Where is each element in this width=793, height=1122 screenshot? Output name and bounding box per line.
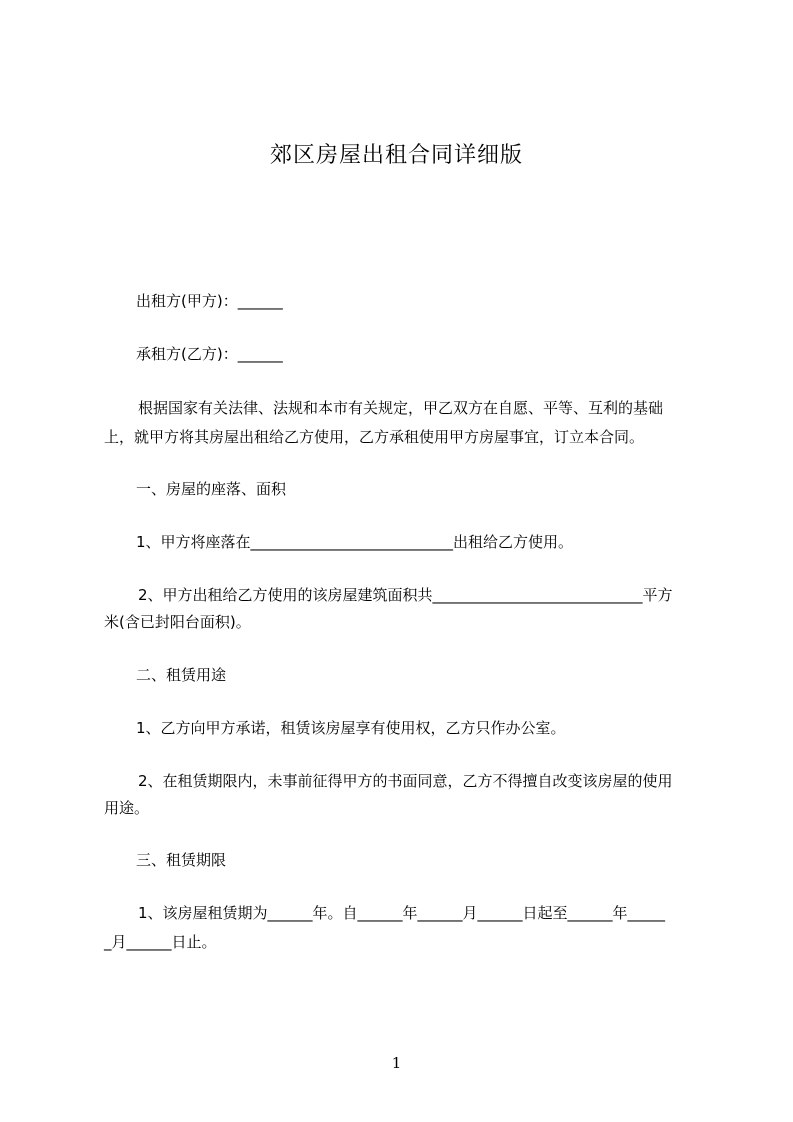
section-2-item-2-line-2: 用途。: [104, 799, 150, 817]
section-3-item-1-line-2: _月______日止。: [104, 933, 217, 951]
section-3-heading: 三、租赁期限: [136, 851, 227, 869]
page-number: 1: [391, 1054, 402, 1072]
section-1-heading: 一、房屋的座落、面积: [136, 480, 287, 498]
section-2-item-1: 1、乙方向甲方承诺，租赁该房屋享有使用权，乙方只作办公室。: [136, 719, 566, 737]
party-b-line: 承租方(乙方)：______: [136, 345, 283, 363]
preamble-line-1: 根据国家有关法律、法规和本市有关规定，甲乙双方在自愿、平等、互利的基础: [138, 399, 664, 417]
party-a-line: 出租方(甲方)：______: [136, 292, 283, 310]
section-3-item-1-line-1: 1、该房屋租赁期为______年。自______年______月______日起至______年_____: [138, 904, 666, 922]
section-2-heading: 二、租赁用途: [136, 666, 227, 684]
section-2-item-2-line-1: 2、在租赁期限内，未事前征得甲方的书面同意，乙方不得擅自改变该房屋的使用: [138, 772, 673, 790]
section-1-item-2-line-1: 2、甲方出租给乙方使用的该房屋建筑面积共____________________________平方: [138, 586, 673, 604]
document-title: 郊区房屋出租合同详细版: [269, 143, 523, 168]
section-1-item-1: 1、甲方将座落在___________________________出租给乙方使用。: [136, 533, 574, 551]
preamble-line-2: 上，就甲方将其房屋出租给乙方使用，乙方承租使用甲方房屋事宜，订立本合同。: [104, 428, 645, 446]
section-1-item-2-line-2: 米(含已封阳台面积)。: [104, 613, 251, 631]
